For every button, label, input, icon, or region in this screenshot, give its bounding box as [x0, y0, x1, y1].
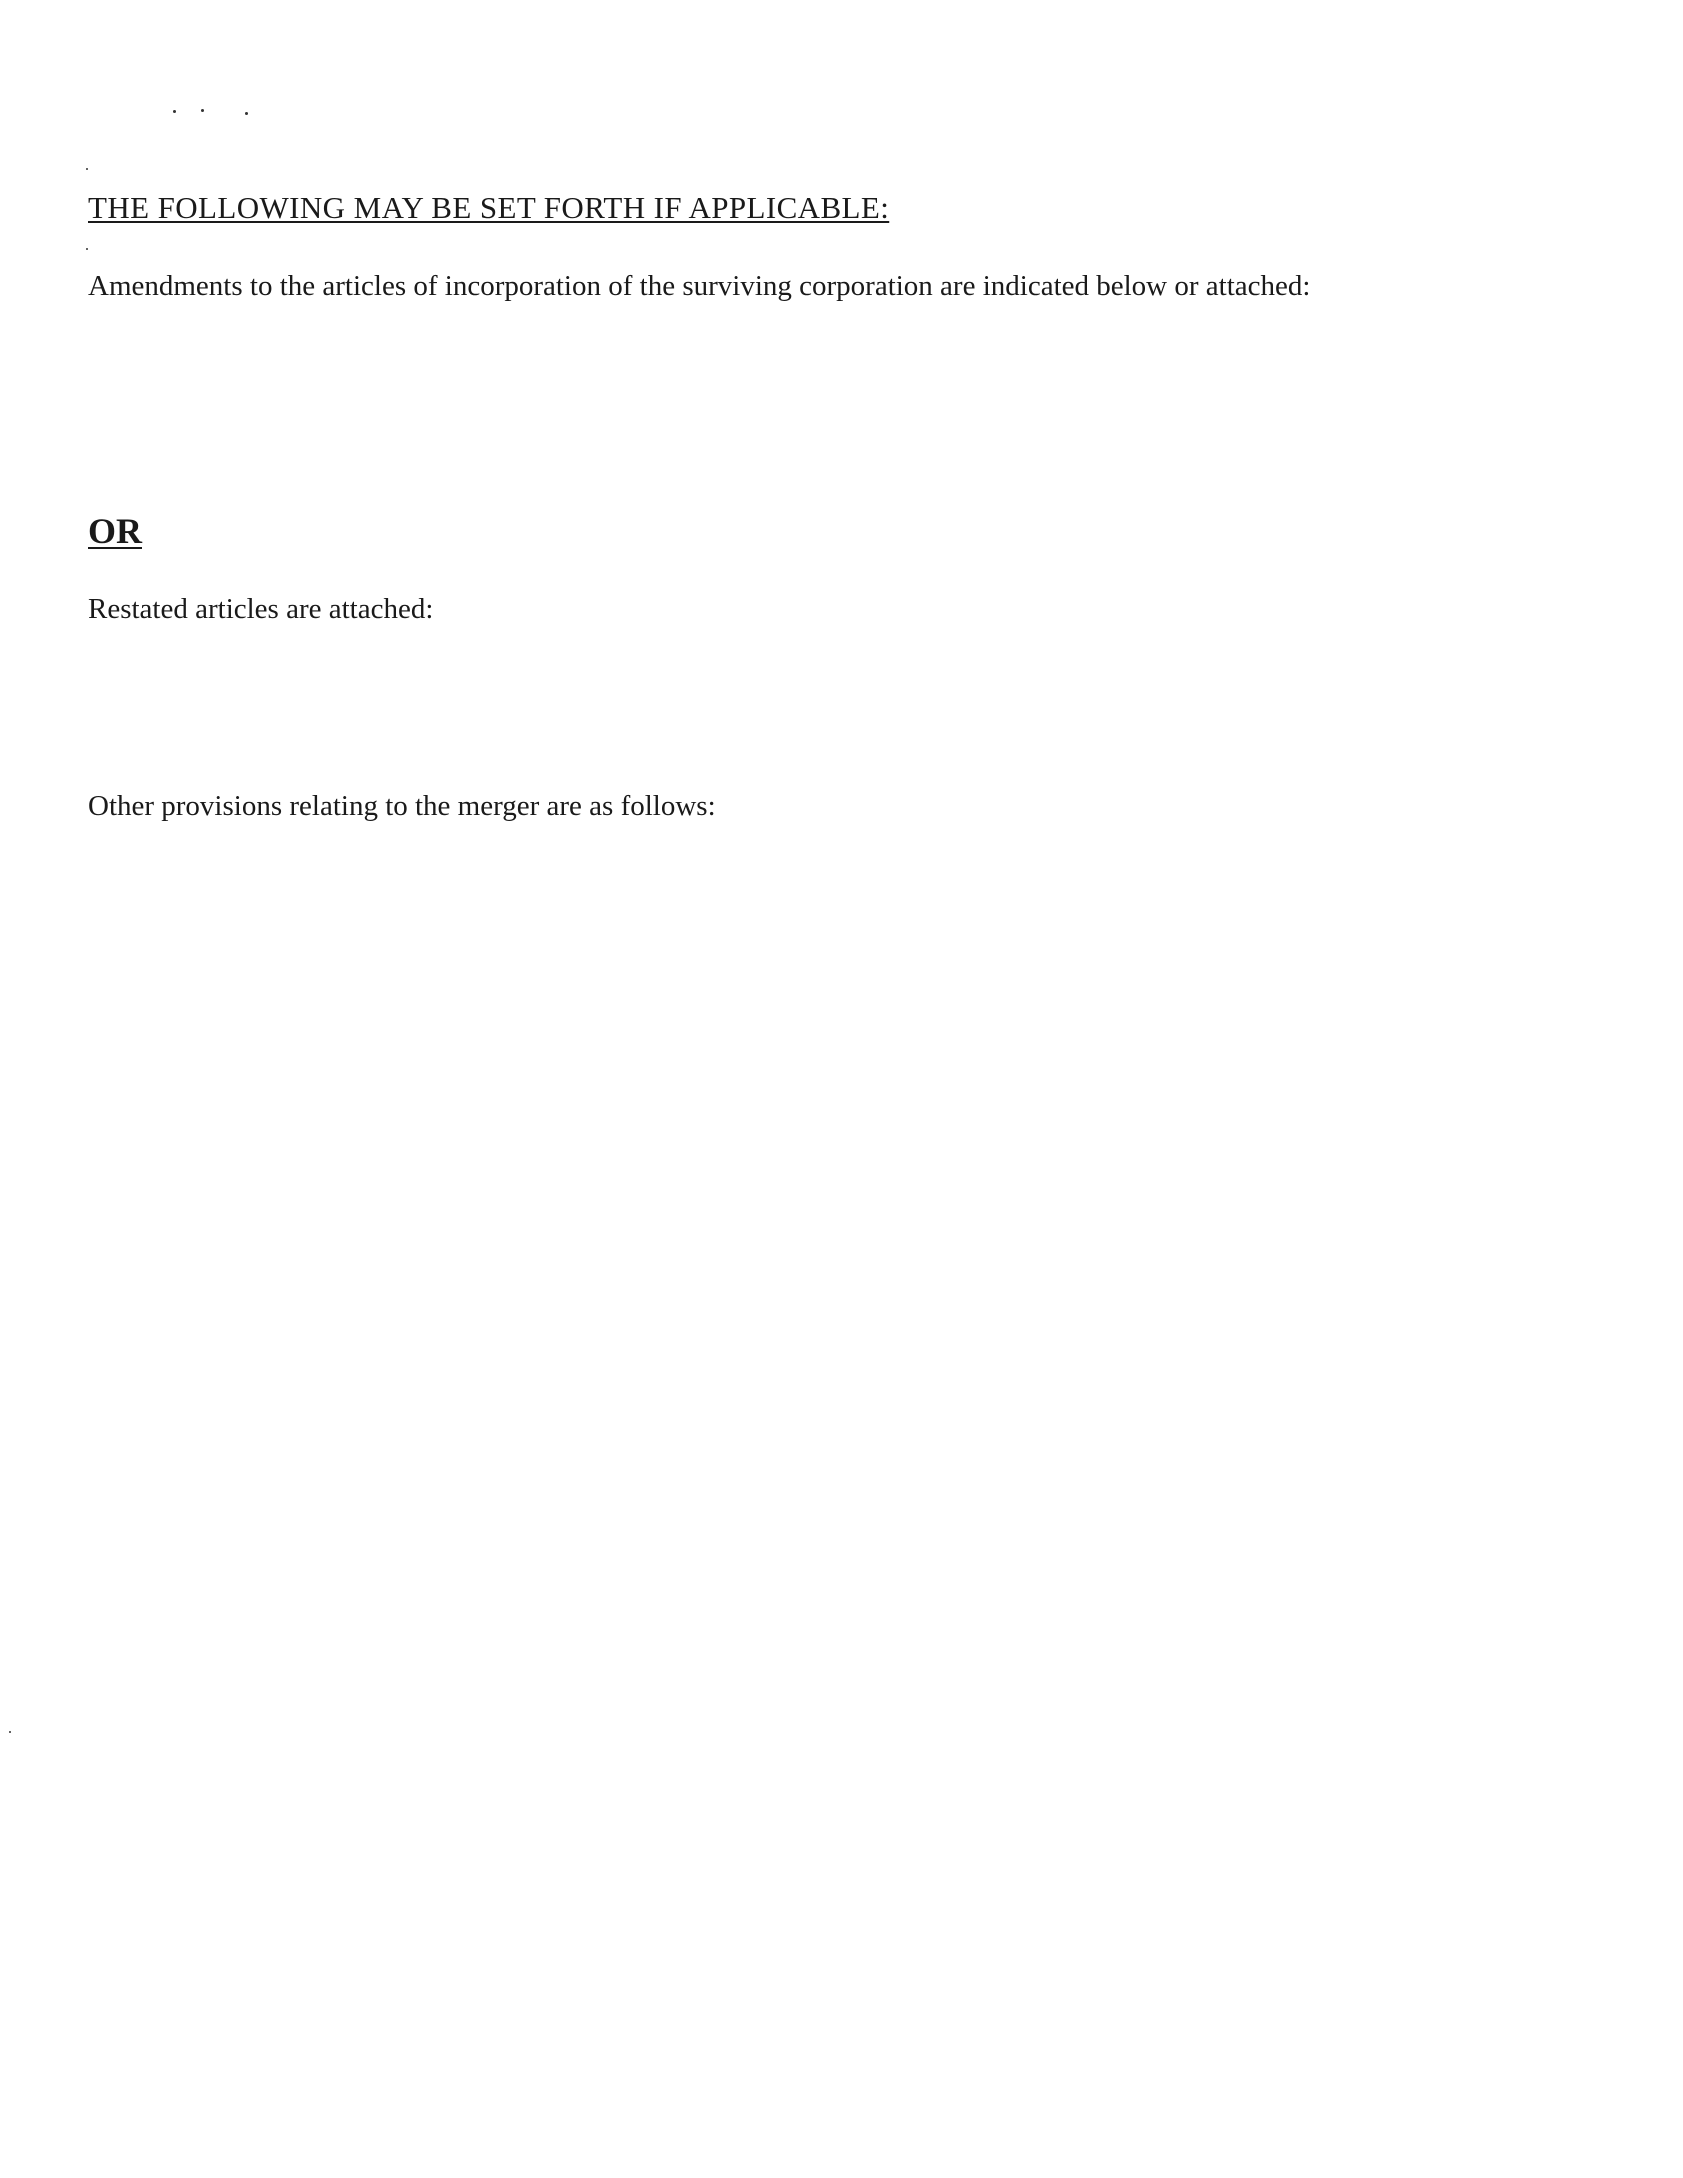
- amendments-text: Amendments to the articles of incorporation of the surviving corporation are indicated below or attached:: [88, 270, 1311, 302]
- section-heading: THE FOLLOWING MAY BE SET FORTH IF APPLICABLE:: [88, 190, 890, 225]
- scan-specks: [165, 106, 265, 118]
- scan-speck: [86, 168, 88, 170]
- scan-speck: [86, 248, 88, 250]
- restated-articles-text: Restated articles are attached:: [88, 593, 434, 625]
- scan-speck: [9, 1731, 11, 1733]
- scan-speck: [245, 112, 248, 115]
- scan-speck: [201, 109, 204, 112]
- or-label: OR: [88, 511, 142, 551]
- other-provisions-text: Other provisions relating to the merger are as follows:: [88, 790, 716, 822]
- scan-speck: [173, 110, 176, 113]
